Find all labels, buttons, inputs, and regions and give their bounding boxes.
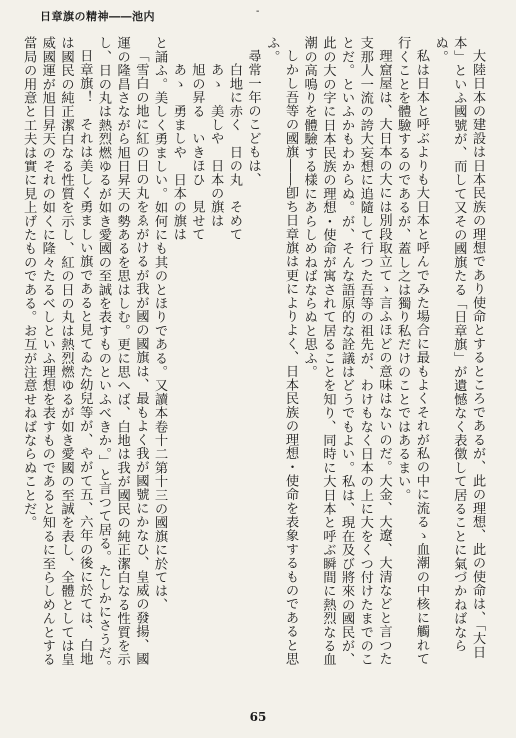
poem-line-4: あゝ 勇ましや 日本の旗は bbox=[170, 62, 186, 241]
top-mark: - bbox=[256, 6, 260, 17]
paragraph-5: 尋常一年のこどもは、 bbox=[245, 49, 261, 187]
vertical-body-text bbox=[21, 36, 486, 674]
poem-line-1: 白地に赤く 日の丸 そめて bbox=[226, 62, 242, 241]
poem-line-2: あゝ 美しや 日本の旗は bbox=[208, 62, 224, 227]
paragraph-2: 私は日本と呼ぶよりも大日本と呼んでみた場合に最もよくそれが私の中に流るゝ血潮の中核に觸れて行くことを體驗するのであるが、蓋し之は獨り私だけのことではあるまい。 bbox=[395, 36, 429, 666]
paragraph-3: 理窟屋は、大日本の大には別段取立てゝ言ふほどの意味はないのだ。大金、大遼、大清などと言つた支那人一流の誇大妄想に追隨して行つた吾等の祖先が、わけもなく日本の上に大をくつ付けたまでのことだ。といふかもわからぬ。が、そんな語原的な詮議はどうでもよい。私は、現在及び將來の國民が、此の大の字に日本民族の理想・使命が寓されて居ることを知り、同時に大日本と呼ぶ瞬間に熱烈なる血潮の高鳴りを體驗する樣にあらしめねばならぬと思ふ。 bbox=[301, 36, 392, 667]
paragraph-4: しかし吾等の國旗――卽ち日章旗は更によりよく、日本民族の理想・使命を表象するものであると思ふ。 bbox=[264, 36, 298, 666]
paragraph-6: と誦ふ。美しく勇ましい。如何にも其のとほりである。又讀本卷十二第十三の國旗に於ては、 bbox=[152, 36, 168, 612]
quote-paragraph: 「雪白の地に紅の日の丸をゑがけるが我が國の國旗は、最もよく我が國號にかなひ、皇威の發揚、國運の隆昌さながら旭日昇天の勢あるを思はしむ。更に思へば、白地は我が國民の純正潔白なる性質を示し、日の丸は熱烈燃ゆるが如き愛國の至誠を表すものといふべきか。」と言つて居る。たしかにさうだ。 bbox=[95, 36, 149, 674]
poem-line-3: 旭の昇る いきほひ 見せて bbox=[189, 62, 205, 241]
running-header: 日章旗の精神――池内 bbox=[40, 10, 155, 23]
paragraph-8: 日章旗！ それは美しく勇ましい旗であると見てゐた幼兒等が、やがて五、六年の後に於ては、白地は國民の純正潔白なる性質を示し、紅の日の丸は熱烈燃ゆるが如き愛國の至誠を表し、全體としては皇威國運が旭日昇天のそれの如くに隆々たるべしといふ理想を表すものであると知るに至らしめんとする當局の用意と工夫は實に見上げたものである。お互が注意せねばならぬことだ。 bbox=[21, 36, 93, 667]
paragraph-1: 大陸日本の建設は日本民族の理想であり使命とするところであるが、此の理想、此の使命は、「大日本」といふ國號が、而して又その國旗たる「日章旗」が遺憾なく表徴して居ることに氣づかねばならぬ。 bbox=[432, 36, 485, 660]
page-number: 65 bbox=[249, 710, 267, 724]
